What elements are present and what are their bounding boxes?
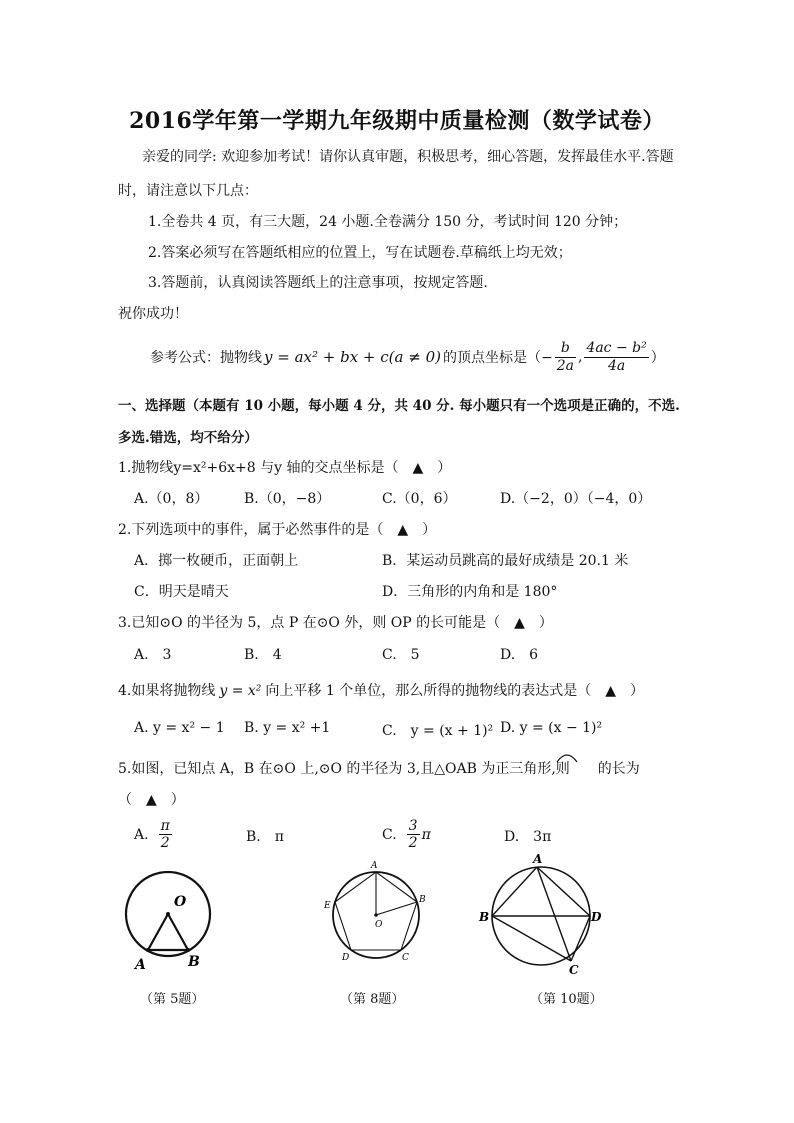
figure-5-label-o: O bbox=[174, 894, 187, 910]
question-2-option-d: D．三角形的内角和是 180° bbox=[382, 584, 558, 600]
figure-10-chord-ad bbox=[537, 867, 590, 916]
question-4-stem-expression: y = x² bbox=[219, 683, 262, 699]
figure-5-point-a bbox=[146, 948, 150, 952]
figure-5-caption: （第 5题） bbox=[140, 992, 205, 1007]
question-1-option-b: B.（0，−8） bbox=[244, 491, 331, 507]
question-5-stem-line1: 5.如图，已知点 A，B 在⊙O 上,⊙O 的半径为 3,且△OAB 为正三角形,则 的长为 bbox=[118, 761, 640, 777]
figure-5-label-b: B bbox=[188, 954, 200, 970]
question-3-stem: 3.已知⊙O 的半径为 5，点 P 在⊙O 外，则 OP 的长可能是（ ▲ ） bbox=[118, 615, 553, 631]
question-1-option-c: C.（0，6） bbox=[382, 491, 457, 507]
figure-10-caption: （第 10题） bbox=[530, 992, 603, 1007]
figure-10-label-d: D bbox=[591, 910, 602, 924]
formula-expression: y = ax² + bx + c(a ≠ 0) bbox=[264, 348, 441, 366]
figure-10-chord-bc bbox=[492, 916, 571, 961]
section-heading-line2: 多选.错选，均不给分） bbox=[118, 430, 258, 446]
question-1-stem: 1.抛物线y=x²+6x+8 与y 轴的交点坐标是（ ▲ ） bbox=[118, 460, 452, 476]
question-5-option-c-tail: π bbox=[421, 826, 431, 843]
formula-fraction-1-denominator: 2a bbox=[556, 357, 574, 374]
question-5-option-b: B. π bbox=[246, 829, 284, 845]
arc-symbol-icon bbox=[554, 750, 580, 764]
question-5-option-c-label: C. bbox=[382, 826, 397, 843]
figure-8-label-c: C bbox=[402, 953, 409, 963]
figure-10-label-a: A bbox=[533, 852, 543, 866]
formula-fraction-2-denominator: 4a bbox=[607, 357, 626, 374]
figure-8-label-e: E bbox=[324, 901, 331, 911]
figure-10-label-b: B bbox=[479, 910, 490, 924]
question-4-stem-pre: 4.如果将抛物线 bbox=[118, 683, 216, 699]
section-heading-line1: 一、选择题（本题有 10 小题，每小题 4 分，共 40 分. 每小题只有一个选项是正确的，不选. bbox=[118, 398, 680, 414]
formula-middle-text: 的顶点坐标是（− bbox=[442, 350, 553, 366]
reference-formula bbox=[150, 335, 665, 379]
figure-8-label-a: A bbox=[371, 861, 378, 871]
figure-8-caption: （第 8题） bbox=[340, 992, 405, 1007]
intro-wish: 祝你成功！ bbox=[118, 306, 188, 322]
figure-8-label-b: B bbox=[419, 895, 426, 905]
formula-fraction-1 bbox=[555, 340, 576, 373]
question-5-option-c-denominator: 2 bbox=[408, 835, 418, 852]
figure-8-label-d: D bbox=[342, 953, 350, 963]
question-3-option-d: D. 6 bbox=[500, 647, 539, 663]
question-5-stem-line2: （ ▲ ） bbox=[118, 792, 185, 808]
intro-greeting-line1: 亲爱的同学: 欢迎参加考试！请你认真审题，积极思考，细心答题，发挥最佳水平.答题 bbox=[142, 149, 674, 165]
formula-fraction-1-numerator: b bbox=[555, 340, 576, 357]
figure-5-center-point bbox=[166, 912, 170, 916]
intro-note-2: 2.答案必须写在答题纸相应的位置上，写在试题卷.草稿纸上均无效； bbox=[148, 245, 572, 261]
question-3-option-b: B. 4 bbox=[244, 647, 282, 663]
figure-10-chord-dc bbox=[571, 916, 590, 961]
formula-fraction-2 bbox=[584, 340, 648, 373]
question-4-option-b: B. y = x² +1 bbox=[244, 720, 331, 736]
question-2-option-c: C．明天是晴天 bbox=[134, 584, 229, 600]
question-1-option-d: D.（−2，0）（−4，0） bbox=[500, 491, 652, 507]
figure-10-label-c: C bbox=[569, 963, 579, 977]
question-4-option-a: A. y = x² − 1 bbox=[134, 720, 225, 736]
question-3-option-c: C. 5 bbox=[382, 647, 420, 663]
figure-10-diagram bbox=[475, 852, 607, 977]
intro-greeting-line2: 时，请注意以下几点： bbox=[118, 183, 258, 199]
formula-end: ） bbox=[650, 350, 665, 366]
figure-10-chord-ac bbox=[537, 867, 571, 961]
intro-note-1: 1.全卷共 4 页，有三大题，24 小题.全卷满分 150 分，考试时间 120 分钟； bbox=[148, 214, 628, 230]
question-5-option-a-label: A. bbox=[134, 826, 149, 843]
figure-8-label-o: O bbox=[375, 920, 383, 930]
formula-comma: , bbox=[577, 349, 583, 365]
figure-5-label-a: A bbox=[135, 957, 146, 973]
figure-5-diagram bbox=[118, 870, 228, 975]
question-2-stem: 2.下列选项中的事件，属于必然事件的是（ ▲ ） bbox=[118, 522, 437, 538]
question-2-option-a: A．掷一枚硬币，正面朝上 bbox=[134, 553, 299, 569]
question-5-option-d: D. 3π bbox=[504, 829, 552, 845]
page-title: 2016学年第一学期九年级期中质量检测（数学试卷） bbox=[129, 108, 665, 134]
figure-8-diagram bbox=[315, 855, 435, 975]
figure-8-center-point bbox=[374, 913, 378, 917]
question-1-option-a: A.（0，8） bbox=[134, 491, 209, 507]
question-5-option-a bbox=[134, 818, 174, 851]
intro-note-3: 3.答题前，认真阅读答题纸上的注意事项，按规定答题. bbox=[148, 275, 488, 291]
question-5-option-c-numerator: 3 bbox=[408, 818, 418, 834]
formula-fraction-2-numerator: 4ac − b² bbox=[586, 340, 647, 357]
question-5-option-c bbox=[382, 818, 431, 851]
question-4-option-c: C. y = (x + 1)² bbox=[382, 723, 494, 739]
question-4-stem-post: 向上平移 1 个单位，那么所得的抛物线的表达式是（ ▲ ） bbox=[265, 683, 644, 699]
question-5-option-c-fraction bbox=[407, 818, 420, 851]
figure-5-triangle bbox=[148, 914, 188, 950]
figure-8-radius-ob bbox=[376, 902, 417, 915]
figure-5-point-b bbox=[186, 948, 190, 952]
question-5-option-a-numerator: π bbox=[160, 818, 170, 834]
question-4-stem bbox=[118, 680, 644, 700]
question-3-option-a: A. 3 bbox=[134, 647, 172, 663]
question-4-option-d: D. y = (x − 1)² bbox=[500, 720, 603, 736]
formula-label: 参考公式：抛物线 bbox=[150, 350, 262, 366]
question-5-option-a-fraction bbox=[159, 818, 172, 851]
question-5-option-a-denominator: 2 bbox=[160, 835, 170, 852]
question-2-option-b: B．某运动员跳高的最好成绩是 20.1 米 bbox=[382, 553, 629, 569]
